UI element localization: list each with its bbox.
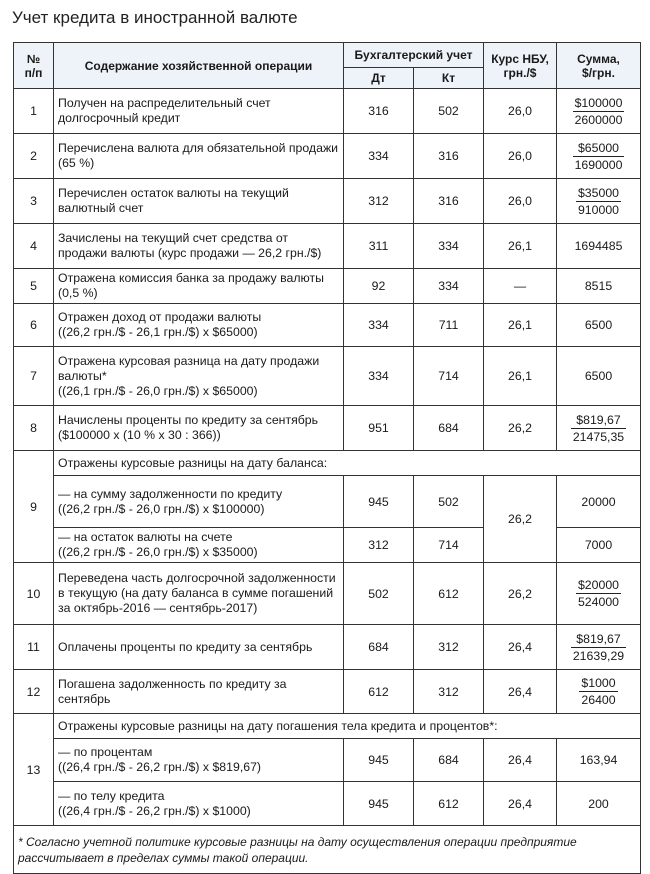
row-num: 9 [14,451,54,563]
row-rate: 26,2 [484,406,557,451]
row-dt: 945 [344,476,414,528]
row-kt: 316 [414,179,484,224]
row-kt: 312 [414,670,484,714]
row-dt: 311 [344,224,414,269]
row-sum [557,134,641,179]
sum-uah: 524000 [577,595,620,609]
row-kt: 684 [414,406,484,451]
row-rate: 26,0 [484,179,557,224]
header-sum: Сумма, $/грн. [557,43,641,89]
row-num: 2 [14,134,54,179]
header-account: Бухгалтерский учет [344,43,484,68]
table-row [14,269,641,304]
table-row [14,89,641,134]
row-dt: 684 [344,625,414,670]
page-title: Учет кредита в иностранной валюте [12,8,298,27]
row-sum [557,179,641,224]
row-kt: 502 [414,89,484,134]
row-dt: 316 [344,89,414,134]
row-sum [557,563,641,625]
row-desc: Оплачены проценты по кредиту за сентябрь [54,625,344,670]
row-dt: 334 [344,347,414,406]
row-dt: 92 [344,269,414,304]
row-dt: 502 [344,563,414,625]
row-rate: 26,1 [484,347,557,406]
row-kt: 684 [414,739,484,782]
table-row [14,625,641,670]
table-row [14,563,641,625]
row-rate: 26,1 [484,224,557,269]
row-num: 6 [14,304,54,347]
row-num: 5 [14,269,54,304]
row-rate: 26,0 [484,134,557,179]
row-sum: 20000 [557,476,641,528]
row-desc: — на остаток валюты на счете ((26,2 грн./$ - 26,0 грн./$) x $35000) [54,528,344,563]
sum-usd: $35000 [577,185,620,200]
row-group-header: Отражены курсовые разницы на дату баланса: [54,451,641,476]
row-rate: 26,1 [484,304,557,347]
row-num: 1 [14,89,54,134]
row-dt: 945 [344,739,414,782]
row-kt: 612 [414,782,484,826]
row-rate: 26,0 [484,89,557,134]
row-sum [557,89,641,134]
row-num: 4 [14,224,54,269]
row-desc: Получен на распределительный счет долгосрочный кредит [54,89,344,134]
row-rate: 26,4 [484,625,557,670]
row-dt: 945 [344,782,414,826]
row-kt: 714 [414,528,484,563]
row-sum [557,406,641,451]
sum-uah: 2600000 [574,112,623,127]
header-kt: Кт [414,68,484,89]
row-dt: 312 [344,179,414,224]
table-row [14,714,641,739]
row-dt: 334 [344,134,414,179]
row-num: 13 [14,714,54,826]
table-row [14,670,641,714]
row-kt: 714 [414,347,484,406]
row-dt: 334 [344,304,414,347]
sum-usd: $100000 [574,95,623,110]
operations-table [13,42,641,874]
row-num: 11 [14,625,54,670]
sum-uah: 21639,29 [572,648,625,663]
sum-uah: 1690000 [574,157,623,172]
table-row [14,782,641,826]
row-desc: Переведена часть долгосрочной задолженности в текущую (на дату баланса в сумме погашений за октябрь-2016 — сентябрь-2017) [54,563,344,625]
footnote: * Согласно учетной политике курсовые разницы на дату осуществления операции предприятие рассчитывает в пределах суммы такой операции. [14,826,641,874]
row-desc: Перечислена валюта для обязательной продажи (65 %) [54,134,344,179]
row-desc: — по телу кредита ((26,4 грн./$ - 26,2 грн./$) x $1000) [54,782,344,826]
row-rate: 26,4 [484,739,557,782]
table-row [14,224,641,269]
row-kt: 312 [414,625,484,670]
table-row [14,304,641,347]
row-dt: 612 [344,670,414,714]
sum-usd: $65000 [573,140,625,157]
row-dt: 951 [344,406,414,451]
row-desc: Отражена комиссия банка за продажу валюты (0,5 %) [54,269,344,304]
sum-uah: 910000 [577,202,620,217]
row-kt: 334 [414,269,484,304]
sum-usd: $1000 [581,676,616,690]
sum-usd: $819,67 [571,412,626,429]
row-rate: 26,4 [484,670,557,714]
row-sum: 1694485 [557,224,641,269]
header-dt: Дт [344,68,414,89]
sum-uah: 21475,35 [572,429,625,444]
row-num: 8 [14,406,54,451]
row-desc: Погашена задолженность по кредиту за сентябрь [54,670,344,714]
table-row [14,134,641,179]
row-desc: Отражен доход от продажи валюты ((26,2 грн./$ - 26,1 грн./$) x $65000) [54,304,344,347]
row-desc: — на сумму задолженности по кредиту ((26,2 грн./$ - 26,0 грн./$) x $100000) [54,476,344,528]
row-desc: Перечислен остаток валюты на текущий валютный счет [54,179,344,224]
row-group-header: Отражены курсовые разницы на дату погашения тела кредита и процентов*: [54,714,641,739]
row-desc: — по процентам ((26,4 грн./$ - 26,2 грн./$) x $819,67) [54,739,344,782]
row-kt: 334 [414,224,484,269]
row-sum: 200 [557,782,641,826]
row-sum: 6500 [557,347,641,406]
row-num: 12 [14,670,54,714]
row-sum: 163,94 [557,739,641,782]
header-num: № п/п [14,43,54,89]
row-dt: 312 [344,528,414,563]
row-sum: 8515 [557,269,641,304]
header-content: Содержание хозяйственной операции [54,43,344,89]
row-num: 3 [14,179,54,224]
table-row [14,451,641,476]
row-rate: — [484,269,557,304]
row-sum: 7000 [557,528,641,563]
row-rate: 26,4 [484,782,557,826]
header-rate: Курс НБУ, грн./$ [484,43,557,89]
table-row [14,406,641,451]
row-kt: 711 [414,304,484,347]
row-sum [557,670,641,714]
sum-uah: 26400 [581,693,616,707]
row-rate: 26,2 [484,476,557,563]
row-num: 10 [14,563,54,625]
row-num: 7 [14,347,54,406]
table-row [14,179,641,224]
table-row [14,476,641,528]
row-kt: 502 [414,476,484,528]
sum-usd: $819,67 [571,631,626,648]
row-rate: 26,2 [484,563,557,625]
row-kt: 316 [414,134,484,179]
row-sum: 6500 [557,304,641,347]
row-kt: 612 [414,563,484,625]
table-row [14,347,641,406]
row-desc: Зачислены на текущий счет средства от продажи валюты (курс продажи — 26,2 грн./$) [54,224,344,269]
footnote-row [14,826,641,874]
row-desc: Отражена курсовая разница на дату продажи валюты* ((26,1 грн./$ - 26,0 грн./$) x $65000) [54,347,344,406]
table-row [14,739,641,782]
row-desc: Начислены проценты по кредиту за сентябрь ($100000 x (10 % x 30 : 366)) [54,406,344,451]
sum-usd: $20000 [577,578,620,592]
row-sum [557,625,641,670]
